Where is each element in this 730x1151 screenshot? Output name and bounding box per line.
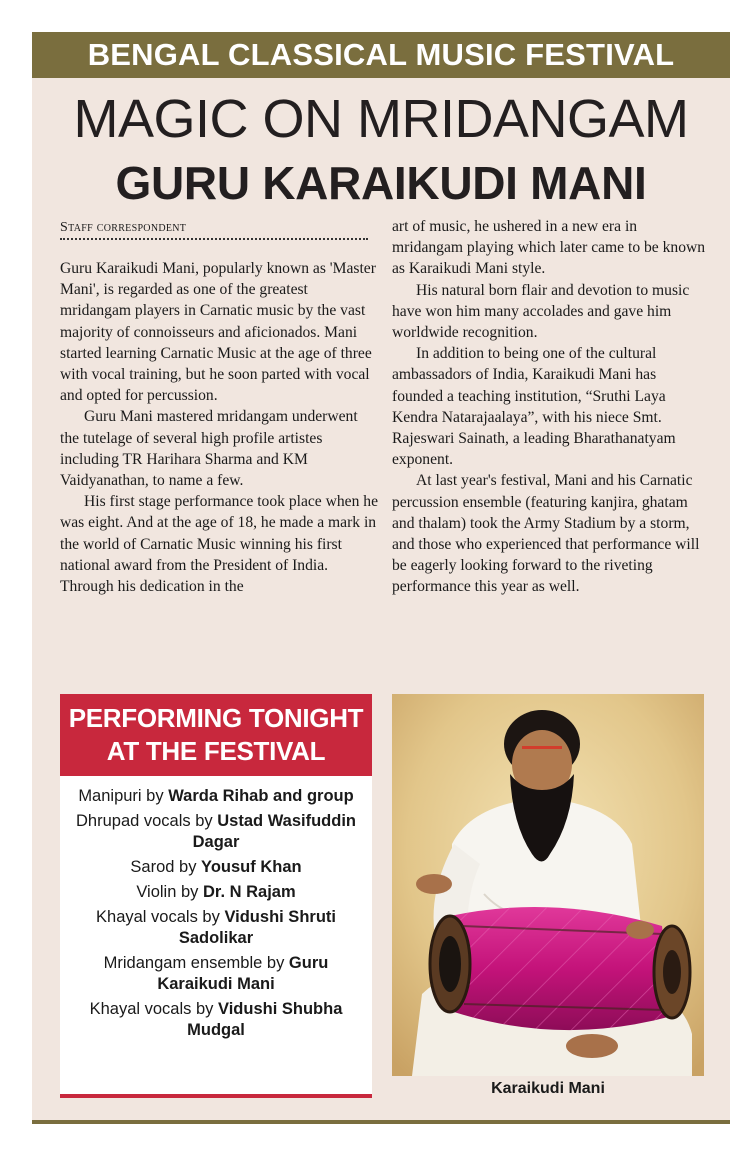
header-line-1: PERFORMING TONIGHT — [68, 703, 364, 733]
performance-type: Khayal vocals by — [89, 1000, 214, 1018]
performance-type: Manipuri by — [78, 787, 164, 805]
paragraph: His natural born flair and devotion to music have won him many accolades and gave him worldwide recognition. — [392, 281, 690, 342]
performing-tonight-header — [60, 694, 372, 776]
musician-illustration — [392, 694, 704, 1076]
header-line-2: AT THE FESTIVAL — [106, 736, 326, 766]
foot — [566, 1034, 618, 1058]
performance-type: Mridangam ensemble by — [103, 954, 285, 972]
byline-divider — [60, 238, 368, 240]
performer-name: Warda Rihab and group — [168, 787, 354, 805]
bottom-rule — [32, 1120, 730, 1124]
paragraph: In addition to being one of the cultural ambassadors of India, Karaikudi Mani has founded a teaching institution, “Sruthi Laya Kendra Natarajaalaya”, with his niece Smt. Rajeswari Sainath, a leading Bharathanatyam exponent. — [392, 345, 676, 469]
paragraph: art of music, he ushered in a new era in mridangam playing which later came to be known as Karaikudi Mani style. — [392, 218, 706, 278]
list-item — [68, 882, 364, 903]
left-hand — [416, 874, 452, 894]
photo-caption: Karaikudi Mani — [491, 1080, 605, 1097]
performer-name: Yousuf Khan — [201, 858, 302, 876]
performer-name: Guru Karaikudi Mani — [157, 954, 329, 993]
box-bottom-rule — [60, 1094, 372, 1098]
performer-name: Vidushi Shruti Sadolikar — [178, 908, 336, 947]
article-column-2 — [392, 216, 710, 598]
performance-type: Sarod by — [130, 858, 197, 876]
list-item — [68, 953, 364, 995]
performance-type: Khayal vocals by — [96, 908, 220, 926]
article-column-1 — [60, 258, 378, 597]
performance-type: Dhrupad vocals by — [76, 812, 213, 830]
subheadline: GURU KARAIKUDI MANI — [115, 157, 647, 209]
newspaper-page — [32, 32, 730, 1123]
byline: Staff correspondent — [60, 220, 187, 235]
performance-type: Violin by — [136, 883, 199, 901]
list-item — [68, 907, 364, 949]
performer-list — [68, 786, 364, 1045]
right-hand — [626, 921, 654, 939]
musician-photo — [392, 694, 704, 1076]
paragraph: Guru Mani mastered mridangam underwent the tutelage of several high profile artistes including TR Harihara Sharma and KM Vaidyanathan, to name a few. — [60, 408, 358, 490]
paragraph: Guru Karaikudi Mani, popularly known as 'Master Mani', is regarded as one of the greatest mridangam players in Carnatic music by the vast majority of connoisseurs and aficionados. Mani started learning Carnatic Music at the age of three with vocal training, but he soon parted with vocal and opted for percussion. — [60, 260, 376, 405]
list-item — [68, 811, 364, 853]
list-item — [68, 857, 364, 878]
performer-name: Vidushi Shubha Mudgal — [187, 1000, 343, 1039]
list-item — [68, 999, 364, 1041]
paragraph: At last year's festival, Mani and his Carnatic percussion ensemble (featuring kanjira, ghatam and thalam) took the Army Stadium by a storm, and those who experienced that performance will be eagerly looking forward to the riveting performance this year as well. — [392, 472, 700, 596]
list-item — [68, 786, 364, 807]
paragraph: His first stage performance took place when he was eight. And at the age of 18, he made a mark in the world of Carnatic Music winning his first national award from the President of India. Through his dedication in the — [60, 493, 379, 596]
performer-name: Ustad Wasifuddin Dagar — [192, 812, 356, 851]
section-banner: BENGAL CLASSICAL MUSIC FESTIVAL — [32, 32, 730, 78]
headline: MAGIC ON MRIDANGAM — [73, 89, 689, 149]
performer-name: Dr. N Rajam — [203, 883, 296, 901]
performing-tonight-box — [60, 694, 372, 1098]
